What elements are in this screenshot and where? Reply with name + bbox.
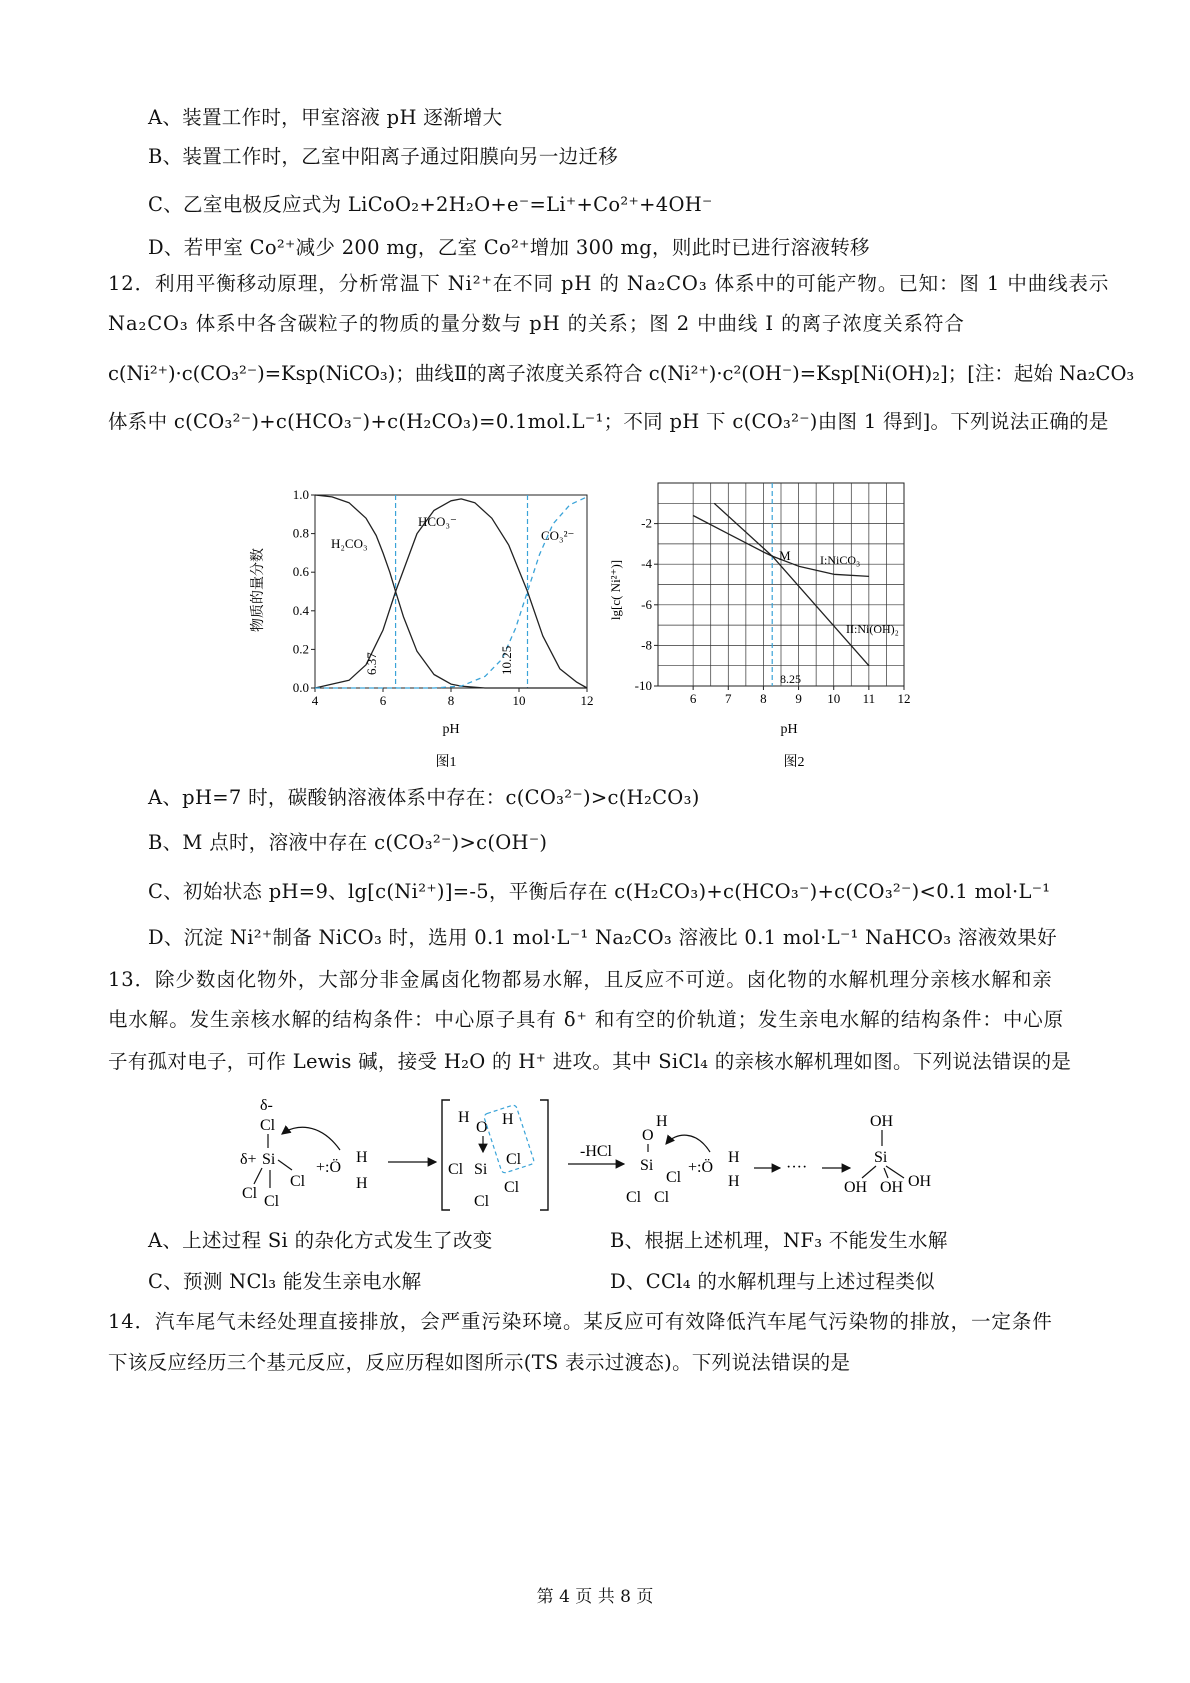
mech-final-oh-top: OH	[870, 1113, 894, 1130]
fig1-series-label-hco3: HCO₃⁻	[418, 514, 457, 529]
mech-int-si: Si	[474, 1161, 488, 1178]
mech-p-o: O	[642, 1127, 654, 1144]
q12-stem-line-2: Na₂CO₃ 体系中各含碳粒子的物质的量分数与 pH 的关系；图 2 中曲线 I 的离子浓度关系符合	[108, 312, 965, 335]
y-tick-label: 0.0	[292, 680, 309, 695]
x-tick-label: 8	[760, 691, 767, 706]
fig2-caption: 图2	[783, 755, 805, 770]
q13-stem-line-2: 电水解。发生亲核水解的结构条件：中心原子具有 δ⁺ 和有空的价轨道；发生亲电水解的结构条件：中心原	[108, 1008, 1065, 1031]
fig2-xlabel: pH	[780, 722, 798, 737]
mech-cl-right: Cl	[290, 1173, 306, 1190]
x-tick-label: 9	[795, 691, 802, 706]
mech-int-h-right: H	[502, 1111, 514, 1128]
q11-option-c: C、乙室电极反应式为 LiCoO₂+2H₂O+e⁻=Li⁺+Co²⁺+4OH⁻	[148, 193, 713, 216]
q13-option-c: C、预测 NCl₃ 能发生亲电水解	[148, 1270, 422, 1293]
y-tick-label: -6	[641, 596, 652, 612]
x-tick-label: 6	[379, 693, 387, 708]
fig2-point-m: M	[779, 548, 791, 563]
fig1-series-label-co3: CO₃²⁻	[541, 528, 575, 543]
y-tick-label: 0.2	[292, 641, 309, 657]
figure-1-chart	[240, 450, 610, 770]
q12-option-c: C、初始状态 pH=9、lg[c(Ni²⁺)]=-5，平衡后存在 c(H₂CO₃)+c(HCO₃⁻)+c(CO₃²⁻)<0.1 mol·L⁻¹	[148, 880, 1051, 903]
fig2-series-label-nico3: I:NiCO₃	[820, 553, 861, 567]
mech-p-cl-bottom: Cl	[654, 1189, 670, 1206]
mech-p-cl-left: Cl	[626, 1189, 642, 1206]
y-tick-label: -10	[634, 678, 652, 693]
q12-stem-line-1: 12．利用平衡移动原理，分析常温下 Ni²⁺在不同 pH 的 Na₂CO₃ 体系中的可能产物。已知：图 1 中曲线表示	[108, 272, 1110, 295]
mech-water-2-h-b: H	[728, 1173, 740, 1190]
q12-stem-line-3: c(Ni²⁺)·c(CO₃²⁻)=Ksp(NiCO₃)；曲线Ⅱ的离子浓度关系符合 c(Ni²⁺)·c²(OH⁻)=Ksp[Ni(OH)₂]；[注：起始 Na₂CO₃	[108, 362, 1135, 385]
mech-p-h: H	[656, 1113, 668, 1130]
x-tick-label: 12	[897, 691, 911, 706]
q12-option-a: A、pH=7 时，碳酸钠溶液体系中存在：c(CO₃²⁻)>c(H₂CO₃)	[148, 786, 700, 809]
mech-water-1: +:Ö	[316, 1159, 342, 1176]
q12-option-b: B、M 点时，溶液中存在 c(CO₃²⁻)>c(OH⁻)	[148, 831, 548, 854]
mech-int-cl-bottom: Cl	[474, 1193, 490, 1210]
x-tick-label: 8	[447, 693, 455, 708]
fig1-annotation-637: 6.37	[364, 652, 379, 675]
mech-p-cl-right: Cl	[666, 1169, 682, 1186]
mech-delta-minus: δ-	[260, 1097, 273, 1114]
mech-p-si: Si	[640, 1157, 654, 1174]
x-tick-label: 11	[862, 691, 876, 706]
mech-int-o: O	[476, 1119, 488, 1136]
mech-delta-plus: δ+	[240, 1151, 257, 1168]
q13-stem-line-3: 子有孤对电子，可作 Lewis 碱，接受 H₂O 的 H⁺ 进攻。其中 SiCl₄ 的亲核水解机理如图。下列说法错误的是	[108, 1050, 1072, 1073]
mech-int-cl-left: Cl	[448, 1161, 464, 1178]
mech-dots: ····	[786, 1159, 808, 1176]
q13-stem-line-1: 13．除少数卤化物外，大部分非金属卤化物都易水解，且反应不可逆。卤化物的水解机理分亲核水解和亲	[108, 968, 1053, 991]
mech-water-1-h-b: H	[356, 1175, 368, 1192]
q13-option-b: B、根据上述机理，NF₃ 不能发生水解	[610, 1229, 948, 1252]
y-tick-label: 1.0	[292, 487, 309, 502]
figure-2-chart	[590, 450, 930, 770]
fig1-ylabel: 物质的量分数	[251, 548, 266, 632]
y-tick-label: -8	[641, 637, 652, 653]
mech-minus-hcl: -HCl	[580, 1143, 612, 1160]
x-tick-label: 10	[827, 691, 841, 706]
x-tick-label: 7	[725, 691, 732, 706]
mech-si-1: Si	[262, 1151, 276, 1168]
fig1-series-label-h2co3: H₂CO₃	[331, 536, 368, 551]
q14-stem-line-1: 14．汽车尾气未经处理直接排放，会严重污染环境。某反应可有效降低汽车尾气污染物的排放，一定条件	[108, 1310, 1053, 1333]
x-tick-label: 6	[689, 691, 697, 706]
fig2-series-label-nioh2: II:Ni(OH)₂	[846, 622, 899, 636]
y-tick-label: -4	[641, 556, 652, 572]
mech-int-cl-lower: Cl	[504, 1179, 520, 1196]
fig1-xlabel: pH	[442, 722, 460, 737]
mech-final-oh-left: OH	[844, 1179, 868, 1196]
y-tick-label: 0.4	[292, 602, 309, 618]
q11-option-b: B、装置工作时，乙室中阳离子通过阳膜向另一边迁移	[148, 145, 619, 168]
fig2-annotation-825: 8.25	[780, 672, 801, 686]
q12-option-d: D、沉淀 Ni²⁺制备 NiCO₃ 时，选用 0.1 mol·L⁻¹ Na₂CO₃ 溶液比 0.1 mol·L⁻¹ NaHCO₃ 溶液效果好	[148, 926, 1057, 949]
x-tick-label: 10	[512, 693, 526, 708]
mech-cl-left: Cl	[242, 1185, 258, 1202]
mech-final-oh-right: OH	[908, 1173, 932, 1190]
q11-option-a: A、装置工作时，甲室溶液 pH 逐渐增大	[148, 106, 503, 129]
q12-stem-line-4: 体系中 c(CO₃²⁻)+c(HCO₃⁻)+c(H₂CO₃)=0.1mol.L⁻¹；不同 pH 下 c(CO₃²⁻)由图 1 得到]。下列说法正确的是	[108, 410, 1109, 433]
mech-cl-bottom: Cl	[264, 1193, 280, 1210]
mech-final-oh-bottom: OH	[880, 1179, 904, 1196]
q13-option-a: A、上述过程 Si 的杂化方式发生了改变	[148, 1229, 493, 1252]
x-tick-label: 4	[311, 693, 319, 708]
mech-final-si: Si	[874, 1149, 888, 1166]
y-tick-label: 0.8	[292, 525, 309, 541]
fig2-ylabel: lg[c( Ni²⁺)]	[608, 559, 623, 621]
q11-option-d: D、若甲室 Co²⁺减少 200 mg，乙室 Co²⁺增加 300 mg，则此时已进行溶液转移	[148, 236, 870, 259]
mech-int-h-left: H	[458, 1109, 470, 1126]
q14-stem-line-2: 下该反应经历三个基元反应，反应历程如图所示(TS 表示过渡态)。下列说法错误的是	[108, 1351, 851, 1374]
y-tick-label: -2	[641, 515, 652, 531]
mech-int-cl-upper: Cl	[506, 1151, 522, 1168]
fig1-caption: 图1	[435, 755, 457, 770]
mech-water-2: +:Ö	[688, 1159, 714, 1176]
page-footer: 第 4 页 共 8 页	[536, 1587, 654, 1607]
sicl4-hydrolysis-mechanism	[240, 1090, 960, 1220]
mech-water-2-h-a: H	[728, 1149, 740, 1166]
mech-water-1-h-a: H	[356, 1149, 368, 1166]
x-tick-label: 12	[580, 693, 594, 708]
fig1-annotation-1025: 10.25	[499, 645, 514, 675]
q13-option-d: D、CCl₄ 的水解机理与上述过程类似	[610, 1270, 935, 1293]
y-tick-label: 0.6	[292, 564, 309, 580]
mech-cl-top: Cl	[260, 1117, 276, 1134]
